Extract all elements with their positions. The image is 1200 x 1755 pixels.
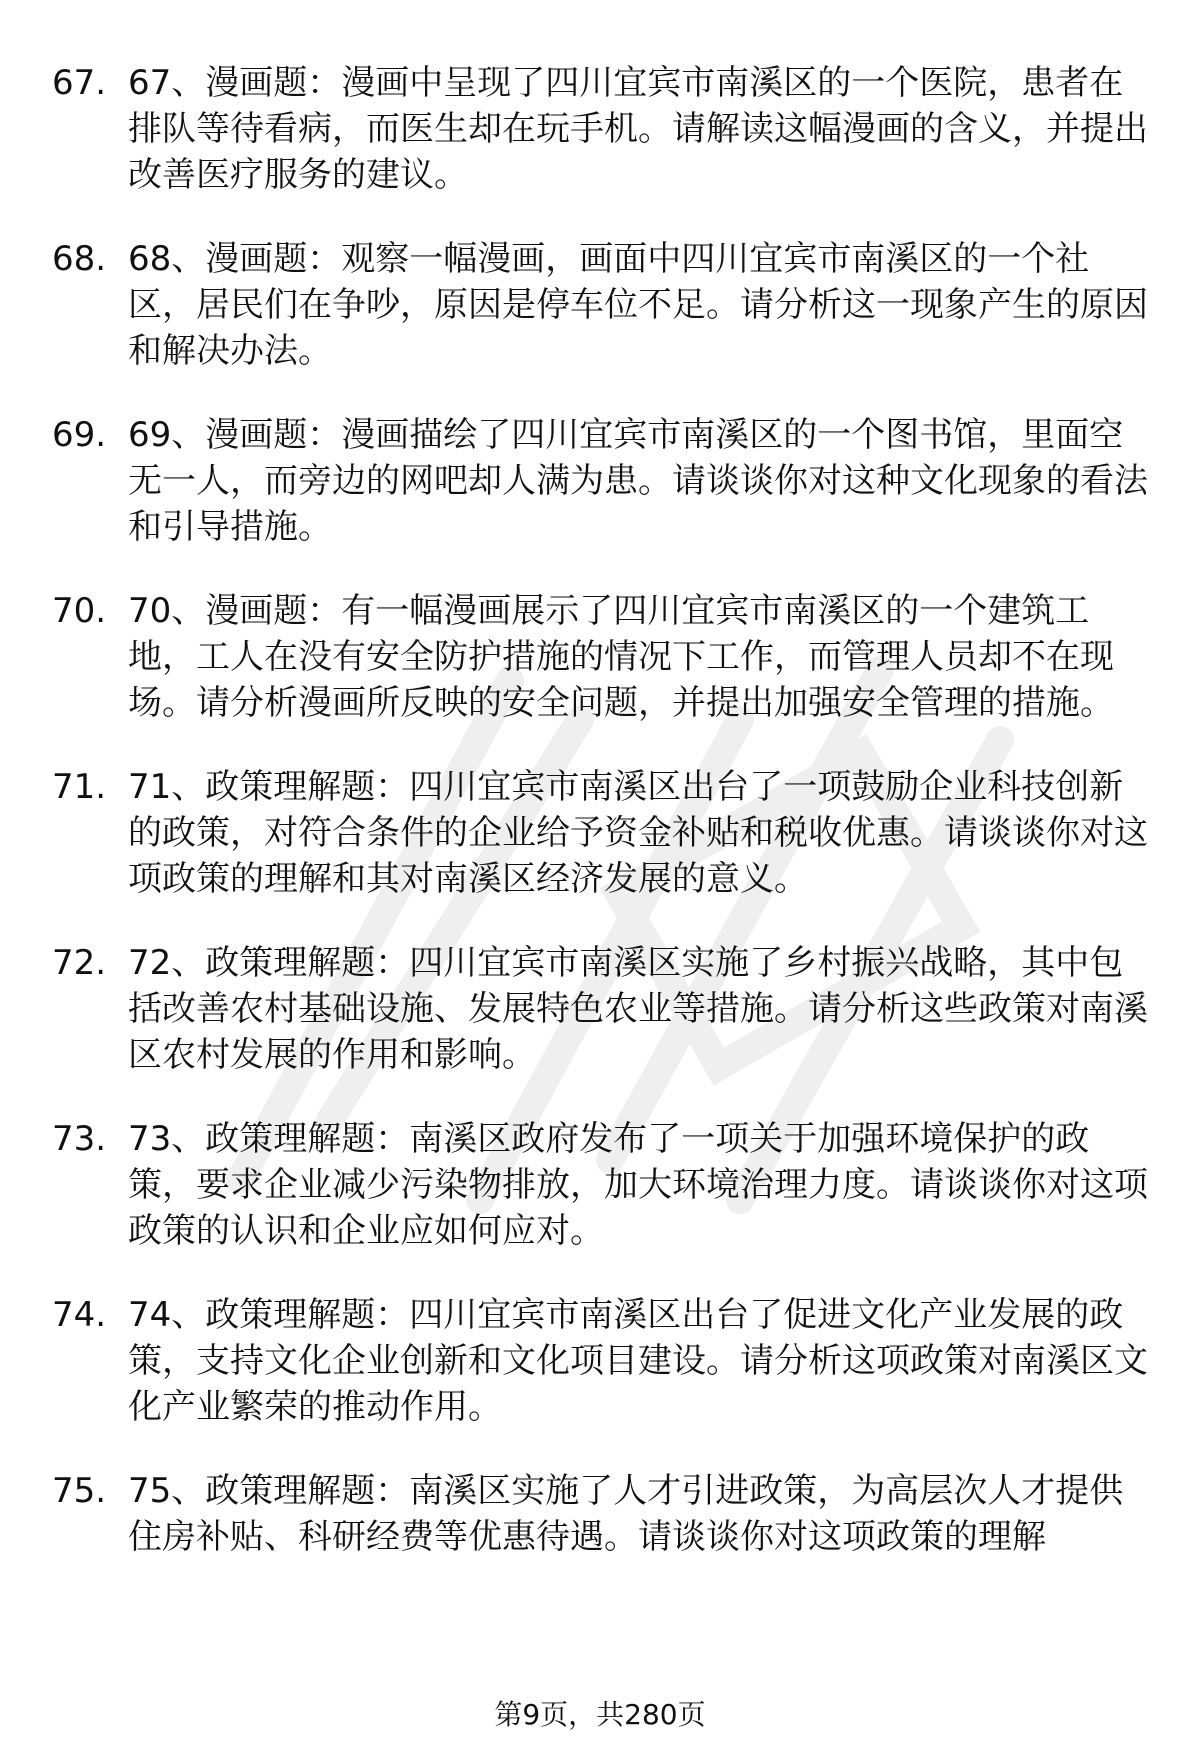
question-number: 72. [52,943,107,983]
question-text: 73、政策理解题：南溪区政府发布了一项关于加强环境保护的政策，要求企业减少污染物排放，加大环境治理力度。请谈谈你对这项政策的认识和企业应如何应对。 [128,1119,1148,1251]
question-item-71 [52,764,1152,902]
question-item-75 [52,1468,1152,1560]
question-number: 75. [52,1471,107,1511]
question-text: 71、政策理解题：四川宜宾市南溪区出台了一项鼓励企业科技创新的政策，对符合条件的企业给予资金补贴和税收优惠。请谈谈你对这项政策的理解和其对南溪区经济发展的意义。 [128,767,1148,899]
question-list [52,60,1152,1598]
question-text: 69、漫画题：漫画描绘了四川宜宾市南溪区的一个图书馆，里面空无一人，而旁边的网吧却人满为患。请谈谈你对这种文化现象的看法和引导措施。 [128,415,1148,547]
question-number: 68. [52,239,107,279]
question-number: 70. [52,591,107,631]
page-footer: 第9页，共280页 [494,1698,706,1731]
question-text: 67、漫画题：漫画中呈现了四川宜宾市南溪区的一个医院，患者在排队等待看病，而医生却在玩手机。请解读这幅漫画的含义，并提出改善医疗服务的建议。 [128,63,1148,195]
question-text: 72、政策理解题：四川宜宾市南溪区实施了乡村振兴战略，其中包括改善农村基础设施、发展特色农业等措施。请分析这些政策对南溪区农村发展的作用和影响。 [128,943,1148,1075]
question-number: 74. [52,1295,107,1335]
question-number: 73. [52,1119,107,1159]
question-item-67 [52,60,1152,198]
question-item-69 [52,412,1152,550]
question-text: 75、政策理解题：南溪区实施了人才引进政策，为高层次人才提供住房补贴、科研经费等优惠待遇。请谈谈你对这项政策的理解 [128,1471,1124,1557]
question-item-73 [52,1116,1152,1254]
question-number: 69. [52,415,107,455]
question-item-70 [52,588,1152,726]
question-text: 68、漫画题：观察一幅漫画，画面中四川宜宾市南溪区的一个社区，居民们在争吵，原因是停车位不足。请分析这一现象产生的原因和解决办法。 [128,239,1148,371]
question-text: 70、漫画题：有一幅漫画展示了四川宜宾市南溪区的一个建筑工地，工人在没有安全防护措施的情况下工作，而管理人员却不在现场。请分析漫画所反映的安全问题，并提出加强安全管理的措施。 [128,591,1114,723]
question-number: 71. [52,767,107,807]
question-item-74 [52,1292,1152,1430]
question-number: 67. [52,63,107,103]
question-text: 74、政策理解题：四川宜宾市南溪区出台了促进文化产业发展的政策，支持文化企业创新和文化项目建设。请分析这项政策对南溪区文化产业繁荣的推动作用。 [128,1295,1148,1427]
question-item-72 [52,940,1152,1078]
question-item-68 [52,236,1152,374]
